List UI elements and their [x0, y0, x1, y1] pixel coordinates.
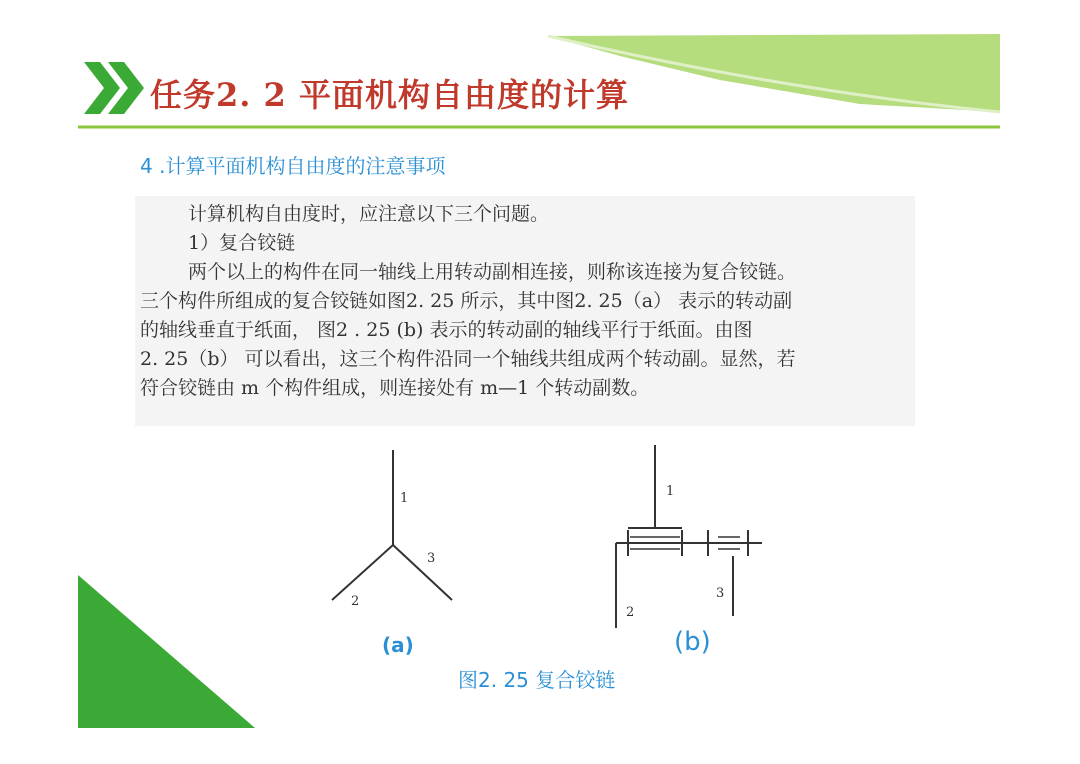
- figure-b: [600, 440, 770, 630]
- link-label-1: 1: [666, 484, 675, 499]
- section-heading: 4 .计算平面机构自由度的注意事项: [140, 154, 446, 178]
- link-3: [393, 545, 452, 600]
- corner-triangle: [78, 575, 255, 728]
- body-paragraph: [140, 258, 796, 403]
- body-line: 2. 25（b） 可以看出，这三个构件沿同一个轴线共组成两个转动副。显然，若: [140, 348, 796, 370]
- figure-caption: 图2. 25 复合铰链: [458, 668, 616, 692]
- link-label-3: 3: [716, 586, 725, 601]
- body-line: 的轴线垂直于纸面， 图2 . 25 (b) 表示的转动副的轴线平行于纸面。由图: [140, 319, 753, 341]
- page-title: 任务2. 2 平面机构自由度的计算: [150, 76, 629, 114]
- link-label-3: 3: [427, 551, 436, 566]
- figure-a: [320, 440, 470, 615]
- link-label-2: 2: [351, 594, 360, 609]
- body-line: 三个构件所组成的复合铰链如图2. 25 所示，其中图2. 25（a） 表示的转动副: [140, 290, 793, 312]
- link-label-1: 1: [400, 491, 409, 506]
- intro-text: 计算机构自由度时，应注意以下三个问题。: [188, 203, 550, 225]
- link-label-2: 2: [626, 605, 635, 620]
- body-line: 符合铰链由 m 个构件组成，则连接处有 m—1 个转动副数。: [140, 377, 650, 399]
- link-2: [332, 545, 393, 600]
- figure-a-label: (a): [382, 633, 414, 657]
- subheading: 1）复合铰链: [188, 232, 296, 254]
- figure-b-label: (b): [674, 627, 711, 657]
- body-line: 两个以上的构件在同一轴线上用转动副相连接，则称该连接为复合铰链。: [188, 261, 797, 283]
